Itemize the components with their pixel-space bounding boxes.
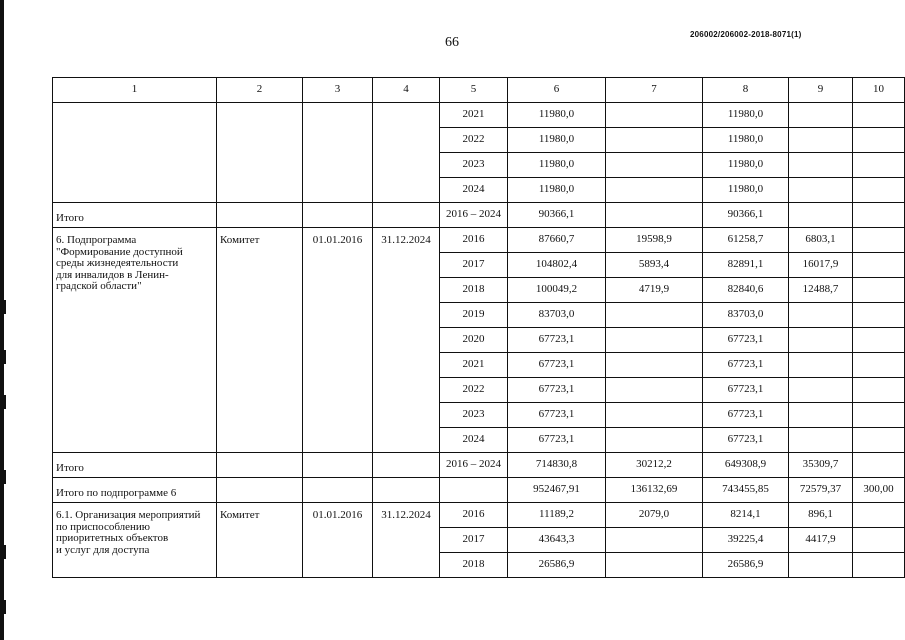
- page-number: 66: [445, 35, 459, 50]
- regional-amount-cell: 743455,85: [703, 478, 789, 503]
- document-code: 206002/206002-2018-8071(1): [690, 30, 802, 39]
- activity-name-line: и услуг для доступа: [56, 543, 150, 556]
- total-amount-cell: 67723,1: [508, 378, 606, 403]
- total-amount-cell: 11980,0: [508, 178, 606, 203]
- year-cell: 2024: [440, 428, 508, 453]
- year-cell: 2021: [440, 353, 508, 378]
- start-date-cell: 01.01.2016: [303, 503, 373, 578]
- column-header: 7: [606, 78, 703, 103]
- regional-amount-cell: 83703,0: [703, 303, 789, 328]
- other-amount-cell: [853, 453, 905, 478]
- budget-table: [52, 77, 905, 578]
- regional-amount-cell: 26586,9: [703, 553, 789, 578]
- regional-amount-cell: 90366,1: [703, 203, 789, 228]
- subprogram-name-line: среды жизнедеятельности: [56, 257, 179, 270]
- table-row: [53, 503, 905, 528]
- other-amount-cell: [853, 328, 905, 353]
- year-cell: 2022: [440, 128, 508, 153]
- grand-total-row: [53, 478, 905, 503]
- total-amount-cell: 104802,4: [508, 253, 606, 278]
- executor-cell: [217, 453, 303, 478]
- activity-name-line: 6.1. Организация мероприятий: [56, 509, 201, 521]
- grand-total-label: Итого по подпрограмме 6: [53, 478, 217, 503]
- table-row: [53, 228, 905, 253]
- end-date-cell: [373, 103, 440, 203]
- subprogram-name-line: градской области": [56, 280, 142, 293]
- executor-cell: [217, 103, 303, 203]
- year-cell: 2023: [440, 153, 508, 178]
- total-amount-cell: 90366,1: [508, 203, 606, 228]
- total-amount-cell: 67723,1: [508, 353, 606, 378]
- federal-amount-cell: 19598,9: [606, 228, 703, 253]
- local-amount-cell: [789, 353, 853, 378]
- total-amount-cell: 83703,0: [508, 303, 606, 328]
- federal-amount-cell: 4719,9: [606, 278, 703, 303]
- regional-amount-cell: 67723,1: [703, 403, 789, 428]
- federal-amount-cell: [606, 103, 703, 128]
- local-amount-cell: 896,1: [789, 503, 853, 528]
- total-row: [53, 453, 905, 478]
- other-amount-cell: [853, 378, 905, 403]
- column-header: 10: [853, 78, 905, 103]
- year-cell: 2019: [440, 303, 508, 328]
- federal-amount-cell: [606, 153, 703, 178]
- column-header: 1: [53, 78, 217, 103]
- total-amount-cell: 11980,0: [508, 103, 606, 128]
- end-date-cell: [373, 478, 440, 503]
- regional-amount-cell: 82840,6: [703, 278, 789, 303]
- header-row: [53, 78, 905, 103]
- total-amount-cell: 714830,8: [508, 453, 606, 478]
- year-cell: 2016: [440, 503, 508, 528]
- end-date-cell: [373, 453, 440, 478]
- end-date-cell: 31.12.2024: [373, 228, 440, 453]
- other-amount-cell: [853, 203, 905, 228]
- end-date-cell: 31.12.2024: [373, 503, 440, 578]
- regional-amount-cell: 11980,0: [703, 103, 789, 128]
- local-amount-cell: [789, 203, 853, 228]
- total-amount-cell: 11980,0: [508, 153, 606, 178]
- total-amount-cell: 26586,9: [508, 553, 606, 578]
- activity-name-cell: [53, 503, 217, 578]
- scan-left-mark: [0, 350, 6, 364]
- regional-amount-cell: 11980,0: [703, 153, 789, 178]
- scan-left-mark: [0, 300, 6, 314]
- federal-amount-cell: [606, 178, 703, 203]
- start-date-cell: [303, 103, 373, 203]
- regional-amount-cell: 67723,1: [703, 353, 789, 378]
- federal-amount-cell: 2079,0: [606, 503, 703, 528]
- federal-amount-cell: [606, 353, 703, 378]
- federal-amount-cell: [606, 428, 703, 453]
- scan-left-border: [0, 0, 4, 640]
- total-amount-cell: 87660,7: [508, 228, 606, 253]
- other-amount-cell: [853, 553, 905, 578]
- federal-amount-cell: [606, 203, 703, 228]
- subprogram-name-line: 6. Подпрограмма: [56, 234, 137, 246]
- year-cell: 2018: [440, 278, 508, 303]
- total-amount-cell: 100049,2: [508, 278, 606, 303]
- federal-amount-cell: [606, 403, 703, 428]
- regional-amount-cell: 8214,1: [703, 503, 789, 528]
- local-amount-cell: [789, 378, 853, 403]
- regional-amount-cell: 11980,0: [703, 128, 789, 153]
- total-amount-cell: 11980,0: [508, 128, 606, 153]
- total-amount-cell: 67723,1: [508, 403, 606, 428]
- other-amount-cell: [853, 103, 905, 128]
- scan-left-mark: [0, 545, 6, 559]
- scan-left-mark: [0, 470, 6, 484]
- other-amount-cell: 300,00: [853, 478, 905, 503]
- year-cell: 2020: [440, 328, 508, 353]
- local-amount-cell: [789, 103, 853, 128]
- executor-cell: Комитет: [217, 503, 303, 578]
- subprogram-name-line: для инвалидов в Ленин-: [56, 268, 169, 281]
- local-amount-cell: 12488,7: [789, 278, 853, 303]
- table-row: [53, 103, 905, 128]
- other-amount-cell: [853, 303, 905, 328]
- program-name-cell: [53, 103, 217, 203]
- other-amount-cell: [853, 428, 905, 453]
- period-cell: [440, 478, 508, 503]
- executor-cell: [217, 478, 303, 503]
- total-amount-cell: 43643,3: [508, 528, 606, 553]
- other-amount-cell: [853, 503, 905, 528]
- other-amount-cell: [853, 353, 905, 378]
- subprogram-name-line: "Формирование доступной: [56, 245, 183, 258]
- year-cell: 2021: [440, 103, 508, 128]
- other-amount-cell: [853, 128, 905, 153]
- local-amount-cell: 35309,7: [789, 453, 853, 478]
- other-amount-cell: [853, 403, 905, 428]
- local-amount-cell: [789, 178, 853, 203]
- year-cell: 2016: [440, 228, 508, 253]
- total-row: [53, 203, 905, 228]
- regional-amount-cell: 649308,9: [703, 453, 789, 478]
- local-amount-cell: [789, 328, 853, 353]
- scan-left-mark: [0, 395, 6, 409]
- federal-amount-cell: [606, 528, 703, 553]
- other-amount-cell: [853, 253, 905, 278]
- local-amount-cell: 4417,9: [789, 528, 853, 553]
- other-amount-cell: [853, 228, 905, 253]
- regional-amount-cell: 61258,7: [703, 228, 789, 253]
- total-amount-cell: 952467,91: [508, 478, 606, 503]
- federal-amount-cell: [606, 303, 703, 328]
- local-amount-cell: 6803,1: [789, 228, 853, 253]
- start-date-cell: 01.01.2016: [303, 228, 373, 453]
- year-cell: 2018: [440, 553, 508, 578]
- regional-amount-cell: 67723,1: [703, 328, 789, 353]
- regional-amount-cell: 82891,1: [703, 253, 789, 278]
- local-amount-cell: 16017,9: [789, 253, 853, 278]
- local-amount-cell: [789, 553, 853, 578]
- local-amount-cell: [789, 153, 853, 178]
- regional-amount-cell: 67723,1: [703, 428, 789, 453]
- total-label: Итого: [53, 453, 217, 478]
- start-date-cell: [303, 453, 373, 478]
- other-amount-cell: [853, 278, 905, 303]
- other-amount-cell: [853, 528, 905, 553]
- total-amount-cell: 11189,2: [508, 503, 606, 528]
- column-header: 4: [373, 78, 440, 103]
- local-amount-cell: [789, 128, 853, 153]
- activity-name-line: приоритетных объектов: [56, 532, 169, 545]
- year-cell: 2024: [440, 178, 508, 203]
- column-header: 9: [789, 78, 853, 103]
- other-amount-cell: [853, 178, 905, 203]
- subprogram-name-cell: [53, 228, 217, 453]
- start-date-cell: [303, 203, 373, 228]
- activity-name-line: по приспособлению: [56, 520, 151, 533]
- end-date-cell: [373, 203, 440, 228]
- other-amount-cell: [853, 153, 905, 178]
- regional-amount-cell: 67723,1: [703, 378, 789, 403]
- local-amount-cell: [789, 403, 853, 428]
- regional-amount-cell: 11980,0: [703, 178, 789, 203]
- federal-amount-cell: [606, 553, 703, 578]
- local-amount-cell: 72579,37: [789, 478, 853, 503]
- column-header: 6: [508, 78, 606, 103]
- federal-amount-cell: [606, 328, 703, 353]
- column-header: 8: [703, 78, 789, 103]
- year-cell: 2022: [440, 378, 508, 403]
- federal-amount-cell: 136132,69: [606, 478, 703, 503]
- column-header: 2: [217, 78, 303, 103]
- period-cell: 2016 – 2024: [440, 203, 508, 228]
- executor-cell: [217, 203, 303, 228]
- period-cell: 2016 – 2024: [440, 453, 508, 478]
- year-cell: 2017: [440, 253, 508, 278]
- year-cell: 2023: [440, 403, 508, 428]
- total-amount-cell: 67723,1: [508, 328, 606, 353]
- total-label: Итого: [53, 203, 217, 228]
- start-date-cell: [303, 478, 373, 503]
- total-amount-cell: 67723,1: [508, 428, 606, 453]
- federal-amount-cell: [606, 378, 703, 403]
- column-header: 3: [303, 78, 373, 103]
- executor-cell: Комитет: [217, 228, 303, 453]
- federal-amount-cell: [606, 128, 703, 153]
- federal-amount-cell: 5893,4: [606, 253, 703, 278]
- local-amount-cell: [789, 428, 853, 453]
- federal-amount-cell: 30212,2: [606, 453, 703, 478]
- scan-left-mark: [0, 600, 6, 614]
- year-cell: 2017: [440, 528, 508, 553]
- column-header: 5: [440, 78, 508, 103]
- regional-amount-cell: 39225,4: [703, 528, 789, 553]
- local-amount-cell: [789, 303, 853, 328]
